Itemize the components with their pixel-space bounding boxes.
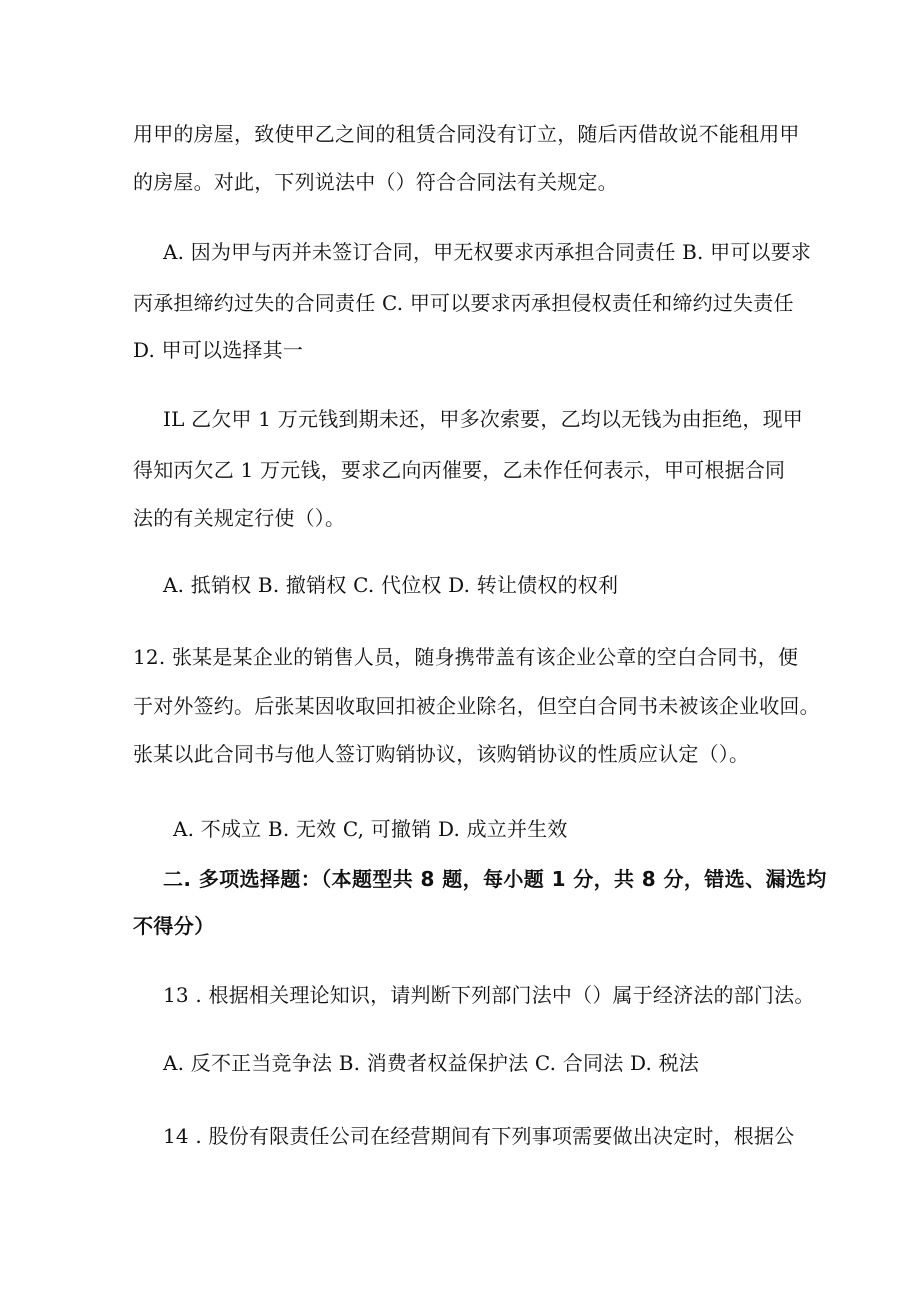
question-12-line: 于对外签约。后张某因收取回扣被企业除名，但空白合同书未被该企业收回。 <box>133 694 820 718</box>
section-heading: 不得分） <box>133 914 215 938</box>
answer-options-line: A. 因为甲与丙并未签订合同，甲无权要求丙承担合同责任 B. 甲可以要求 <box>163 240 812 264</box>
question-11-line: 法的有关规定行使（）。 <box>133 506 346 530</box>
answer-options-line: A. 抵销权 B. 撤销权 C. 代位权 D. 转让债权的权利 <box>163 573 619 597</box>
question-12-line: 12. 张某是某企业的销售人员，随身携带盖有该企业公章的空白合同书，便 <box>133 645 799 669</box>
answer-options-line: A. 反不正当竞争法 B. 消费者权益保护法 C. 合同法 D. 税法 <box>163 1051 699 1075</box>
paragraph-line: 用甲的房屋，致使甲乙之间的租赁合同没有订立，随后丙借故说不能租用甲 <box>133 122 800 146</box>
question-14-line: 14 . 股份有限责任公司在经营期间有下列事项需要做出决定时，根据公 <box>163 1124 795 1148</box>
question-12-line: 张某以此合同书与他人签订购销协议，该购销协议的性质应认定（）。 <box>133 742 750 766</box>
question-11-line: 得知丙欠乙 1 万元钱，要求乙向丙催要，乙未作任何表示，甲可根据合同 <box>133 458 786 482</box>
answer-options-line: 丙承担缔约过失的合同责任 C. 甲可以要求丙承担侵权责任和缔约过失责任 <box>133 291 794 315</box>
answer-options-line: A. 不成立 B. 无效 C, 可撤销 D. 成立并生效 <box>173 817 568 841</box>
question-11-line: IL 乙欠甲 1 万元钱到期未还，甲多次索要，乙均以无钱为由拒绝，现甲 <box>163 407 803 431</box>
paragraph-line: 的房屋。对此，下列说法中（）符合合同法有关规定。 <box>133 170 618 194</box>
answer-options-line: D. 甲可以选择其一 <box>133 338 304 362</box>
question-13-line: 13 . 根据相关理论知识，请判断下列部门法中（）属于经济法的部门法。 <box>163 983 815 1007</box>
section-heading: 二. 多项选择题：（本题型共 8 题，每小题 1 分，共 8 分，错选、漏选均 <box>163 867 827 891</box>
